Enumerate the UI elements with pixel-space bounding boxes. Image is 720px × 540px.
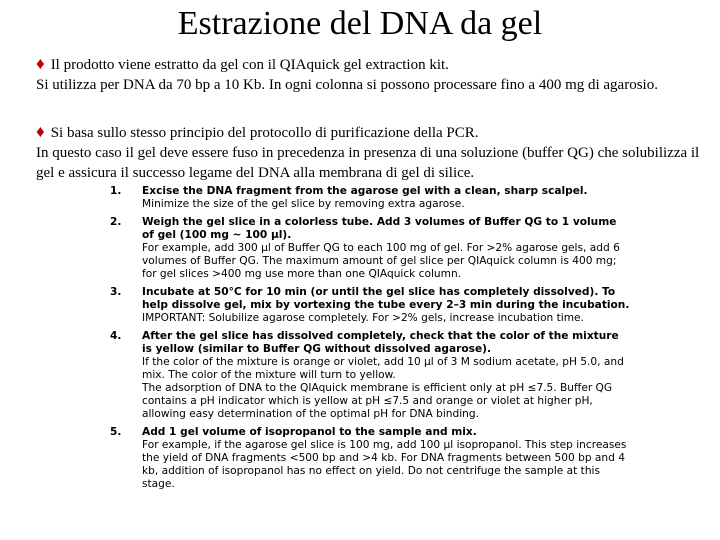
step-number: 3.: [110, 286, 122, 298]
step-instruction: Add 1 gel volume of isopropanol to the sample and mix.: [142, 426, 477, 438]
principle-line-1: Si basa sullo stesso principio del protocollo di purificazione della PCR.: [50, 125, 479, 141]
step-instruction: Weigh the gel slice in a colorless tube. Add 3 volumes of Buffer QG to 1 volume of gel (100 mg ~ 100 µl).: [142, 216, 617, 241]
intro-line-2: Si utilizza per DNA da 70 bp a 10 Kb. In ogni colonna si possono processare fino a 400 mg di agarosio.: [36, 77, 658, 93]
slide-title: Estrazione del DNA da gel: [177, 5, 543, 42]
protocol-step-3: [110, 286, 630, 325]
protocol-step-4: [110, 330, 630, 421]
step-number: 5.: [110, 426, 122, 438]
principle-paragraph: [36, 122, 708, 183]
intro-paragraph: [36, 54, 708, 95]
step-number: 4.: [110, 330, 122, 342]
protocol-step-1: [110, 185, 630, 211]
step-instruction: Incubate at 50°C for 10 min (or until the gel slice has completely dissolved). To help dissolve gel, mix by vortexing the tube every 2–3 min during the incubation.: [142, 286, 630, 311]
step-detail-2: The adsorption of DNA to the QIAquick membrane is efficient only at pH ≤7.5. Buffer QG contains a pH indicator which is yellow at pH ≤7.5 and orange or violet at higher pH, allowing easy determination of the optimal pH for DNA binding.: [142, 382, 613, 420]
protocol-steps: [110, 185, 630, 496]
protocol-step-5: [110, 426, 630, 491]
step-detail: If the color of the mixture is orange or violet, add 10 µl of 3 M sodium acetate, pH 5.0, and mix. The color of the mixture will turn to yellow.: [142, 356, 624, 381]
protocol-step-2: [110, 216, 630, 281]
step-instruction: Excise the DNA fragment from the agarose gel with a clean, sharp scalpel.: [142, 185, 588, 197]
step-detail: IMPORTANT: Solubilize agarose completely. For >2% gels, increase incubation time.: [142, 312, 584, 324]
step-detail: Minimize the size of the gel slice by removing extra agarose.: [142, 198, 465, 210]
principle-line-2: In questo caso il gel deve essere fuso in precedenza in presenza di una soluzione (buffer QG) che solubilizza il gel e assicura il successo legame del DNA alla membrana di gel di silice.: [36, 145, 700, 181]
diamond-bullet-icon: ♦: [36, 122, 45, 141]
intro-line-1: Il prodotto viene estratto da gel con il QIAquick gel extraction kit.: [50, 57, 449, 73]
step-number: 1.: [110, 185, 122, 197]
diamond-bullet-icon: ♦: [36, 54, 45, 73]
step-number: 2.: [110, 216, 122, 228]
step-detail: For example, if the agarose gel slice is 100 mg, add 100 µl isopropanol. This step increases the yield of DNA fragments <500 bp and >4 kb. For DNA fragments between 500 bp and 4 kb, addition of isopropanol has no effect on yield. Do not centrifuge the sample at this stage.: [142, 439, 627, 490]
step-instruction: After the gel slice has dissolved completely, check that the color of the mixture is yellow (similar to Buffer QG without dissolved agarose).: [142, 330, 619, 355]
step-detail: For example, add 300 µl of Buffer QG to each 100 mg of gel. For >2% agarose gels, add 6 volumes of Buffer QG. The maximum amount of gel slice per QIAquick column is 400 mg; for gel slices >400 mg use more than one QIAquick column.: [142, 242, 620, 280]
